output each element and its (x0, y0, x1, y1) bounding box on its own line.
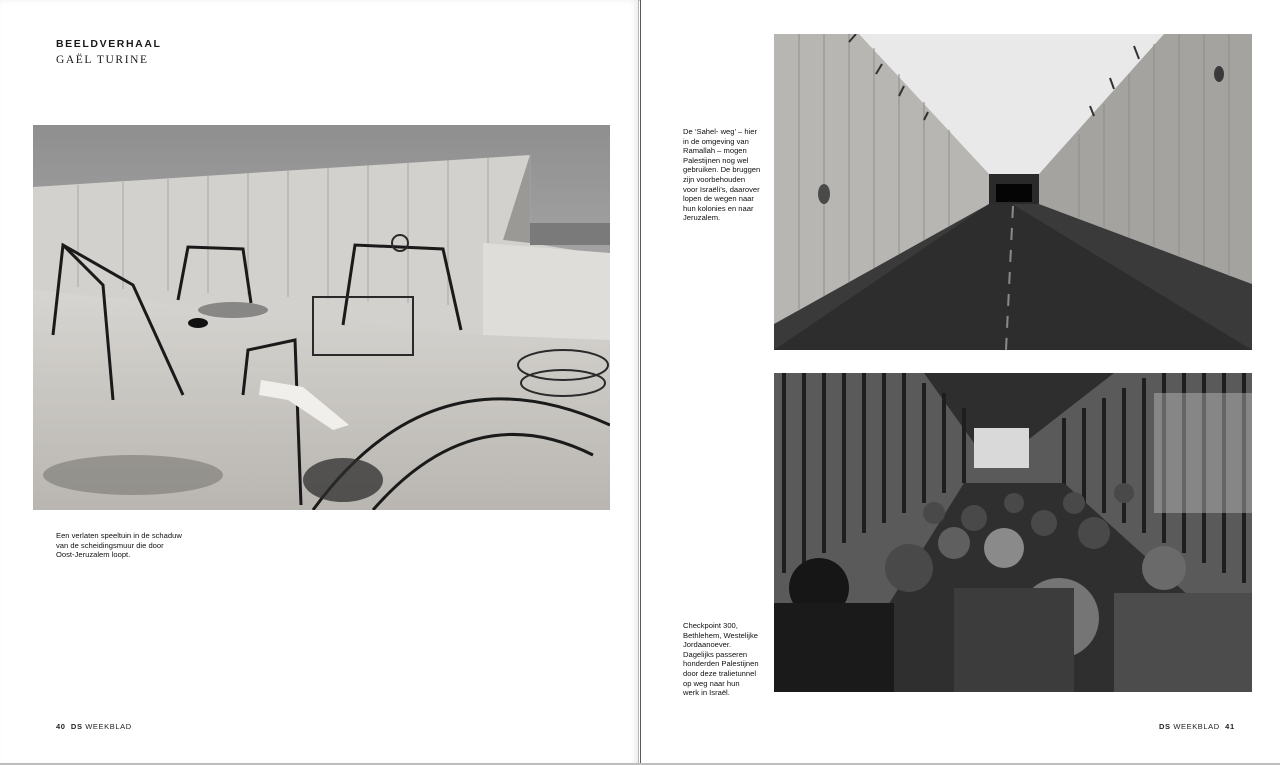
playground-caption (56, 531, 182, 560)
caption-line: Ramallah – mogen (683, 146, 747, 156)
folio-magazine: WEEKBLAD (85, 722, 132, 731)
folio-magazine: WEEKBLAD (1173, 722, 1220, 731)
checkpoint-photo (774, 373, 1252, 692)
caption-line: Jeruzalem. (683, 213, 721, 223)
folio-brand: DS (1159, 722, 1171, 731)
caption-line: voor Israëli’s, daarover (683, 184, 760, 194)
road-caption (683, 127, 760, 223)
left-page (0, 0, 639, 765)
photographer-byline: GAËL TURINE (56, 54, 149, 66)
caption-line: Dagelijks passeren (683, 649, 748, 659)
folio-brand: DS (70, 722, 83, 731)
caption-line: De ‘Sahel- weg’ – hier (683, 127, 758, 136)
caption-line: Checkpoint 300, (683, 621, 738, 630)
right-folio (1159, 722, 1235, 731)
caption-line: van de scheidingsmuur die door (56, 540, 164, 550)
caption-line: door deze tralietunnel (683, 668, 757, 678)
right-page (640, 0, 1280, 765)
road-photo (774, 34, 1252, 350)
checkpoint-caption (683, 621, 759, 698)
caption-line: Jordaanoever. (683, 640, 732, 650)
page-number: 41 (1225, 722, 1235, 731)
page-number: 40 (56, 722, 66, 731)
left-folio (56, 722, 132, 731)
caption-line: hun kolonies en naar (683, 203, 754, 213)
caption-line: Oost-Jeruzalem loopt. (56, 550, 131, 560)
caption-line: Bethlehem, Westelijke (683, 630, 758, 640)
caption-line: Een verlaten speeltuin in de schaduw (56, 531, 182, 540)
caption-line: op weg naar hun (683, 678, 740, 688)
playground-photo (33, 125, 610, 510)
section-label: BEELDVERHAAL (56, 38, 162, 50)
caption-line: werk in Israël. (683, 688, 730, 698)
caption-line: zijn voorbehouden (683, 174, 746, 184)
caption-line: lopen de wegen naar (683, 194, 754, 204)
caption-line: gebruiken. De bruggen (683, 165, 761, 175)
caption-line: Palestijnen nog wel (683, 155, 749, 165)
caption-line: honderden Palestijnen (683, 659, 759, 669)
caption-line: in de omgeving van (683, 136, 749, 146)
